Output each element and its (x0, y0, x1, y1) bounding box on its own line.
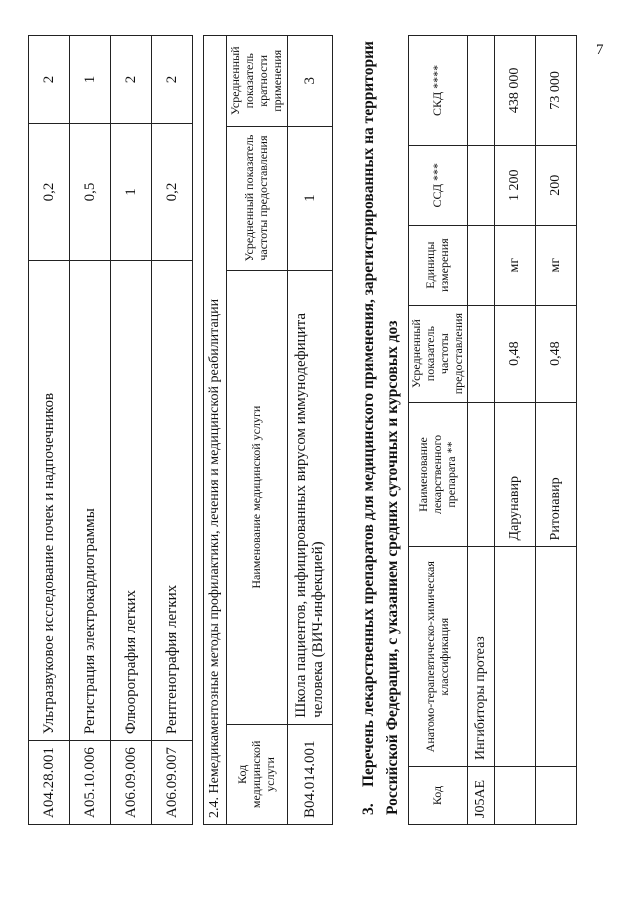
service-code: A06.09.007 (152, 741, 193, 825)
group-row (468, 36, 495, 825)
header-code: Код (409, 767, 468, 825)
header-drug-name: Наименование лекарственного препарата ** (409, 402, 468, 547)
table-row (495, 36, 536, 825)
services-table (28, 35, 193, 825)
table-row (70, 36, 111, 825)
service-multiplicity: 1 (70, 36, 111, 124)
service-name: Ультразвуковое исследование почек и надпочечников (29, 260, 70, 740)
rehab-methods-table (203, 35, 333, 825)
table-row (288, 36, 333, 825)
header-name: Наименование медицинской услуги (227, 270, 288, 724)
table-row (152, 36, 193, 825)
section-3-heading (357, 15, 405, 815)
service-multiplicity: 2 (29, 36, 70, 124)
service-multiplicity: 2 (111, 36, 152, 124)
section-title-line-2: Российской Федерации, с указанием средних суточных и курсовых доз (384, 320, 402, 815)
drug-name: Ритонавир (536, 402, 577, 547)
drug-skd: 73 000 (536, 36, 577, 146)
header-code: Код медицинской услуги (227, 724, 288, 824)
drug-ssd: 200 (536, 145, 577, 225)
table-row (536, 36, 577, 825)
header-skd: СКД **** (409, 36, 468, 146)
section-number: 3. (360, 803, 377, 815)
header-frequency: Усредненный показатель частоты предоставления (409, 305, 468, 402)
drug-frequency: 0,48 (495, 305, 536, 402)
table-row (111, 36, 152, 825)
service-multiplicity: 3 (288, 36, 333, 127)
drugs-table (408, 35, 577, 825)
service-name: Регистрация электрокардиограммы (70, 260, 111, 740)
service-name: Рентгенография легких (152, 260, 193, 740)
service-code: B04.014.001 (288, 724, 333, 824)
header-ssd: ССД *** (409, 145, 468, 225)
header-multiplicity: Усредненный показатель кратности применения (227, 36, 288, 127)
drug-name: Дарунавир (495, 402, 536, 547)
service-code: A04.28.001 (29, 741, 70, 825)
service-name: Флюорография легких (111, 260, 152, 740)
header-frequency: Усредненный показатель частоты предоставления (227, 126, 288, 270)
drug-ssd: 1 200 (495, 145, 536, 225)
service-frequency: 0,5 (70, 124, 111, 261)
service-name: Школа пациентов, инфицированных вирусом иммунодефицита человека (ВИЧ-инфекцией) (288, 270, 333, 724)
service-frequency: 0,2 (29, 124, 70, 261)
service-code: A05.10.006 (70, 741, 111, 825)
page-number: 7 (596, 42, 604, 58)
header-row (409, 36, 468, 825)
service-code: A06.09.006 (111, 741, 152, 825)
service-multiplicity: 2 (152, 36, 193, 124)
service-frequency: 1 (111, 124, 152, 261)
section-title-line-1: Перечень лекарственных препаратов для медицинского применения, зарегистрированных на территории (360, 41, 377, 787)
service-frequency: 0,2 (152, 124, 193, 261)
header-atc: Анатомо-терапевтическо-химическая классификация (409, 547, 468, 767)
table-row (29, 36, 70, 825)
section-title: 2.4. Немедикаментозные методы профилактики, лечения и медицинской реабилитации (204, 36, 227, 825)
drug-skd: 438 000 (495, 36, 536, 146)
service-frequency: 1 (288, 126, 333, 270)
drug-unit: мг (536, 225, 577, 305)
group-atc: Ингибиторы протеаз (468, 547, 495, 767)
section-title-row (204, 36, 227, 825)
header-unit: Единицы измерения (409, 225, 468, 305)
group-code: J05AE (468, 767, 495, 825)
drug-unit: мг (495, 225, 536, 305)
header-row (227, 36, 288, 825)
drug-frequency: 0,48 (536, 305, 577, 402)
